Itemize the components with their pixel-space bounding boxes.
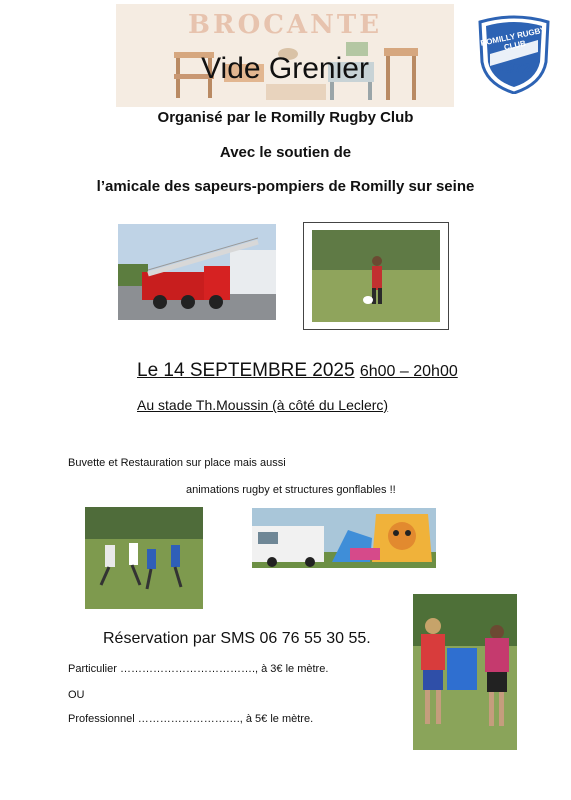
rugby-jersey-photo bbox=[413, 594, 517, 750]
fire-truck-photo bbox=[118, 224, 276, 320]
event-date: Le 14 SEPTEMBRE 2025 bbox=[137, 360, 355, 381]
refreshments-line: Buvette et Restauration sur place mais aussi bbox=[68, 457, 286, 469]
reservation-title: Réservation par SMS 06 76 55 30 55. bbox=[103, 630, 371, 647]
young-rugby-player-photo bbox=[303, 222, 449, 330]
support-line: Avec le soutien de bbox=[219, 144, 352, 161]
organizer-line: Organisé par le Romilly Rugby Club bbox=[157, 109, 414, 126]
particulier-pricing: Particulier ………………………………., à 3€ le mètre. bbox=[68, 663, 329, 675]
partner-line: l’amicale des sapeurs-pompiers de Romilly sur seine bbox=[96, 178, 475, 195]
event-hours: 6h00 – 20h00 bbox=[359, 363, 458, 380]
brocante-banner bbox=[116, 4, 454, 107]
vide-grenier-title: Vide Grenier bbox=[201, 52, 369, 85]
bouncy-castle-photo bbox=[252, 508, 436, 568]
activities-line: animations rugby et structures gonflables !! bbox=[186, 484, 396, 496]
rugby-game-photo bbox=[85, 507, 203, 609]
logo-club-name: ROMILLY RUGBY CLUB bbox=[479, 25, 547, 53]
professionnel-pricing: Professionnel ………………………., à 5€ le mètre. bbox=[68, 713, 314, 725]
logo-year: 1972 bbox=[497, 60, 531, 77]
event-date-line bbox=[137, 360, 458, 382]
brocante-title: BROCANTE bbox=[187, 10, 383, 40]
event-location: Au stade Th.Moussin (à côté du Leclerc) bbox=[137, 397, 389, 413]
rugby-club-logo bbox=[474, 14, 554, 94]
or-separator: OU bbox=[68, 689, 85, 701]
